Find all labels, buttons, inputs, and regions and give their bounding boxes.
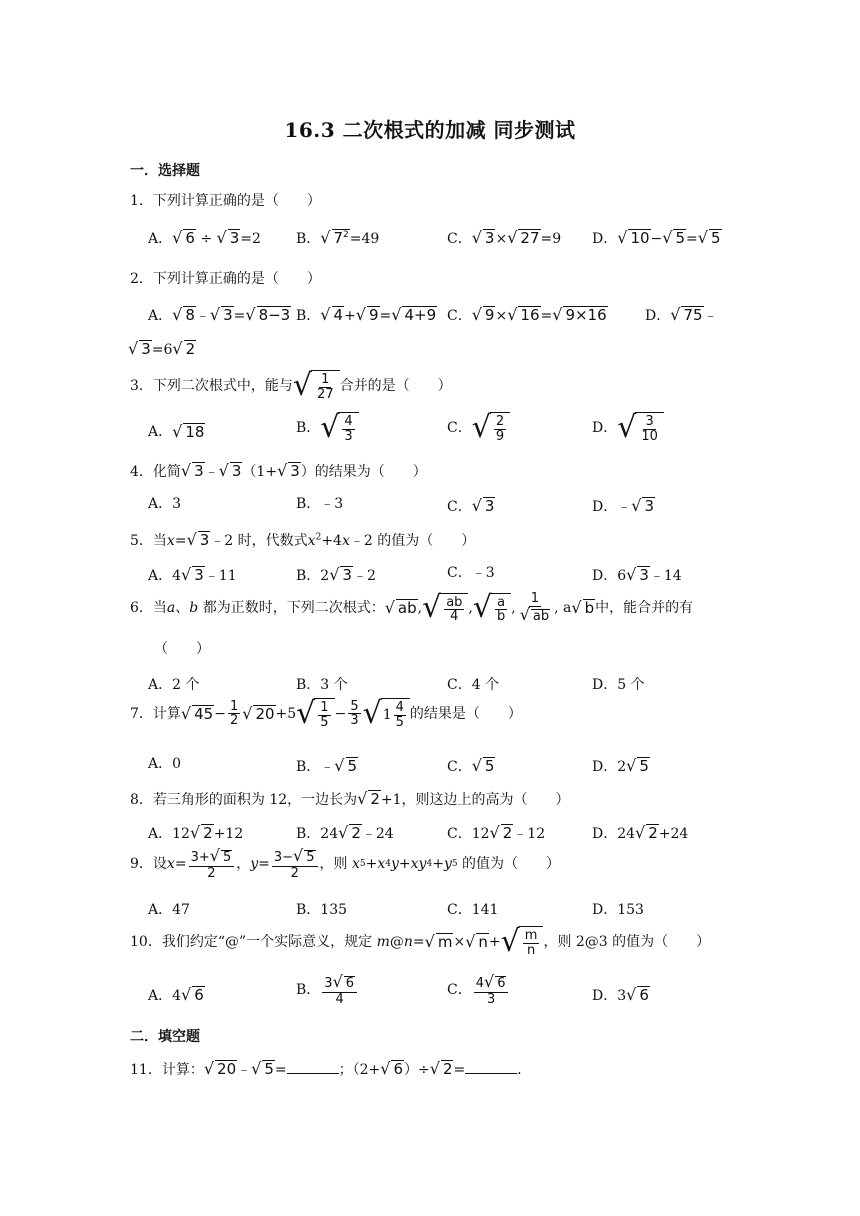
q7-stem: 7．计算 √ 45 − $\frac{1}{2}$ √ 20 +5 √ $\frac{1}{5}$ − $\frac{5}{3}$ √ 1 $\frac{4}{5}$ 的结果是（ ） <box>130 695 522 731</box>
q6-option-a: A．2 个 <box>148 677 200 693</box>
q8-option-d: D．24√ 2+24 <box>592 823 689 842</box>
section-choice: 一．选择题 <box>130 163 200 179</box>
q5-option-b: B．2√ 3﹣2 <box>296 565 376 584</box>
q3-option-b: B． √ $\frac{4}{3}$ <box>296 412 359 443</box>
q6-option-c: C．4 个 <box>447 677 500 693</box>
q5-option-c: C．﹣3 <box>447 565 495 581</box>
q7-option-d: D．2√ 5 <box>592 756 649 775</box>
q3-option-c: C． √ $\frac{2}{9}$ <box>447 412 510 443</box>
q2-stem: 2．下列计算正确的是（ ） <box>130 271 321 287</box>
q5-option-a: A．4√ 3﹣11 <box>148 565 237 584</box>
q7-option-a: A．0 <box>148 756 182 772</box>
q11-blank-2[interactable] <box>465 1073 517 1074</box>
q4-option-b: B．﹣3 <box>296 496 344 512</box>
q2-option-b: B．√ 4+√ 9=√ 4+9 <box>296 305 437 324</box>
q11-stem: 11．计算：√ 20﹣√ 5= ；（2+√ 6）÷√ 2= ． <box>130 1059 532 1078</box>
q11-blank-1[interactable] <box>287 1073 339 1074</box>
q4-option-d: D．﹣√ 3 <box>592 496 654 515</box>
q1-option-b: B．√ $7^2=49$ <box>296 228 380 247</box>
q10-stem: 10．我们约定“@”一个实际意义，规定 m @ n = √ m × √ n + √ $\frac{m}{n}$ ，则 2@3 的值为（ ） <box>130 923 711 959</box>
q6-stem: 6．当 a 、 b 都为正数时，下列二次根式： √ ab , √ $\frac{ab}{4}$ , √ $\frac{a}{b}$ , $\frac{1}{√ ab}$ , a √ b 中，能合并的有 <box>130 590 694 626</box>
q9-option-d: D．153 <box>592 902 644 918</box>
q4-option-c: C．√ 3 <box>447 496 495 515</box>
q3-option-d: D． √ $\frac{3}{10}$ <box>592 412 664 443</box>
q2-option-a: A．√ 8﹣√ 3=√ 8−3 <box>148 305 291 324</box>
q6-option-b: B．3 个 <box>296 677 348 693</box>
q2-option-d: D．√ 75﹣ <box>645 305 718 324</box>
q9-stem: 9．设 x = $\frac{3+√ 5}{2}$ ， y = $\frac{3-√ 5}{2}$ ，则 x 5 + x 4 y + xy 4 + y 5 的值为（ ） <box>130 846 561 881</box>
q8-option-a: A．12√ 2+12 <box>148 823 244 842</box>
q3-option-a: A． √ 18 <box>148 422 205 441</box>
q7-option-b: B．﹣√ 5 <box>296 756 358 775</box>
q1-option-a: A．√ 6 ÷ √ 3=2 <box>148 228 261 247</box>
q8-stem: 8．若三角形的面积为 12，一边长为√ 2+1，则这边上的高为（ ） <box>130 789 570 808</box>
q1-option-c: C．√ 3×√ 27=9 <box>447 228 562 247</box>
q2-option-c: C．√ 9×√ 16=√ 9×16 <box>447 305 607 324</box>
q10-option-b: B． $\frac{3√ 6}{4}$ <box>296 974 359 1007</box>
q9-option-a: A．47 <box>148 902 190 918</box>
page-title: 16.3 二次根式的加减 同步测试 <box>284 118 576 142</box>
q1-option-d: D．√ 10−√ 5=√ 5 <box>592 228 721 247</box>
q10-option-a: A．4√ 6 <box>148 985 204 1004</box>
q5-option-d: D．6√ 3﹣14 <box>592 565 682 584</box>
q6-option-d: D．5 个 <box>592 677 645 693</box>
q3-stem: 3．下列二次根式中，能与 √ $\frac{1}{27}$ 合并的是（ ） <box>130 367 452 403</box>
q9-option-c: C．141 <box>447 902 499 918</box>
q9-option-b: B．135 <box>296 902 348 918</box>
q7-option-c: C．√ 5 <box>447 756 495 775</box>
q4-option-a: A．3 <box>148 496 182 512</box>
q1-stem: 1．下列计算正确的是（ ） <box>130 193 321 209</box>
q10-option-d: D．3√ 6 <box>592 985 649 1004</box>
q8-option-b: B．24√ 2﹣24 <box>296 823 394 842</box>
q4-stem: 4．化简√ 3﹣√ 3（1+√ 3）的结果为（ ） <box>130 461 427 480</box>
q6-stem-tail: （ ） <box>154 641 210 657</box>
q5-stem: 5．当x=√ 3﹣2 时，代数式$x^2+4x﹣2$ 的值为（ ） <box>130 530 476 549</box>
q10-option-c: C． $\frac{4√ 6}{3}$ <box>447 974 510 1007</box>
q8-option-c: C．12√ 2﹣12 <box>447 823 546 842</box>
section-fill-blank: 二．填空题 <box>130 1029 200 1045</box>
q2-option-d-cont: √ 3=6√ 2 <box>128 339 196 358</box>
